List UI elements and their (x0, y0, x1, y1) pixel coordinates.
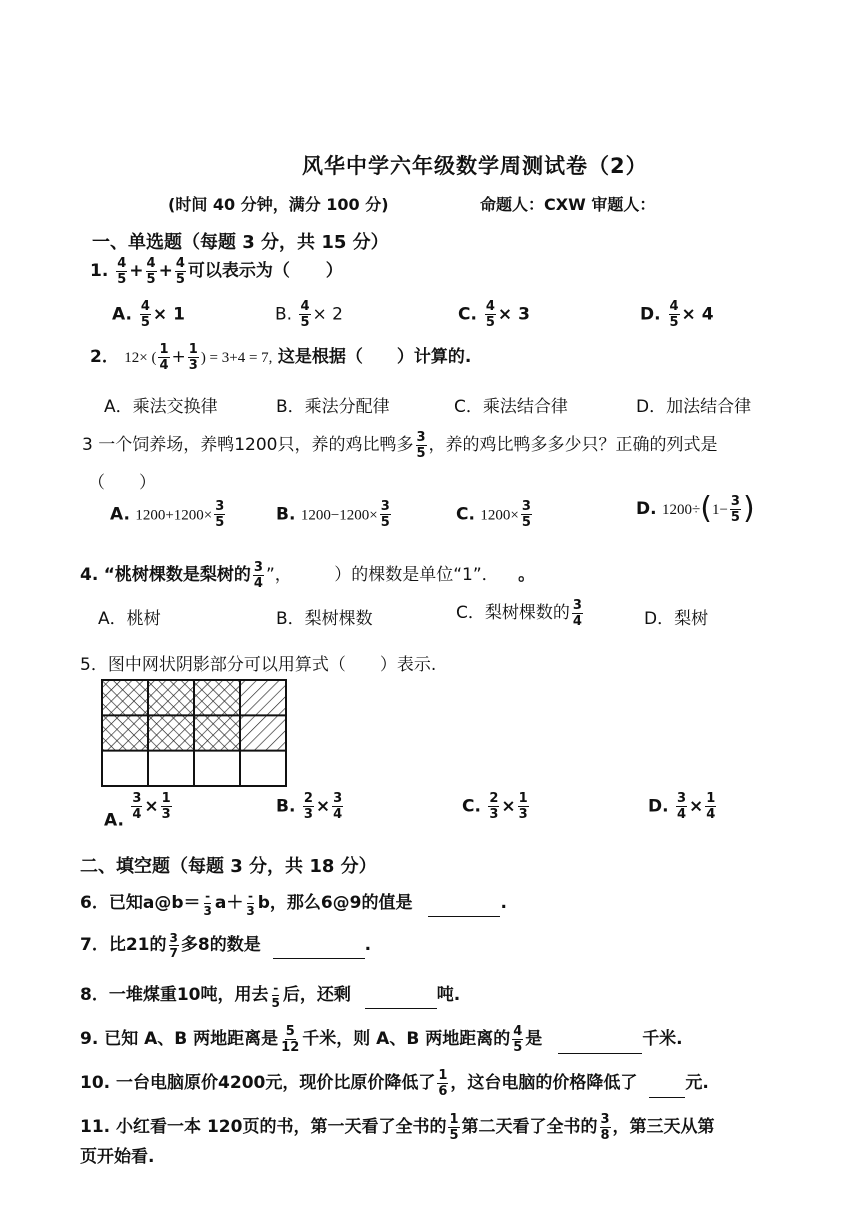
q7-number: 7． (80, 935, 109, 955)
grid-cell-shaded (240, 715, 286, 750)
question-8 (80, 980, 460, 1009)
option-letter: A. (104, 810, 124, 831)
q8-number: 8． (80, 985, 109, 1005)
question-5 (80, 650, 436, 675)
q10-text-tail: ，这台电脑的价格降低了 (450, 1073, 638, 1093)
frac-den: 3 (188, 357, 198, 373)
times-sign: × (144, 796, 159, 817)
frac-den: 12 (281, 1039, 300, 1055)
frac-den: 5 (730, 509, 740, 525)
grid-cell-shaded (148, 715, 194, 750)
frac-den: 7 (169, 945, 178, 960)
q5-option-b (276, 792, 345, 821)
q4-text: “桃树棵数是梨树的 (103, 565, 251, 585)
q7-answer-blank[interactable] (273, 942, 365, 959)
plus-sign: + (171, 347, 186, 367)
question-9 (80, 1024, 683, 1054)
q9-text-tail: 是 (525, 1029, 543, 1049)
frac-num: 4 (485, 299, 495, 314)
option-expr-inner: 1− (711, 502, 728, 518)
open-paren: ( (700, 491, 712, 526)
reviewer-label: 审题人： (591, 195, 656, 214)
frac-num: 3 (521, 499, 531, 514)
q10-number: 10. (80, 1073, 111, 1093)
frac-num: 3 (600, 1111, 610, 1127)
q2-option-c: C．乘法结合律 (454, 397, 568, 417)
q3-number: 3 (82, 435, 93, 455)
frac-num: 3 (572, 597, 582, 613)
frac-num: 3 (169, 930, 178, 945)
frac-den: 3 (489, 807, 499, 822)
frac-den: 5 (380, 515, 390, 530)
frac-num: 1 (449, 1111, 459, 1127)
q5-number: 5． (80, 655, 108, 675)
frac-num: - (205, 888, 211, 903)
q2-option-a: A．乘法交换律 (104, 397, 218, 417)
q1-plus: + (129, 261, 144, 281)
frac-num: - (248, 888, 253, 903)
q4-stray-mark: 。 (518, 565, 536, 585)
question-3 (82, 430, 718, 460)
grid-cell-shaded (194, 715, 240, 750)
frac-num: 2 (489, 791, 499, 806)
q10-answer-blank[interactable] (649, 1081, 685, 1098)
section-2-title: 二、填空题（每题 3 分，共 18 分） (80, 856, 377, 877)
frac-den: 5 (215, 515, 225, 530)
q10-end: 元. (685, 1073, 709, 1093)
frac-den: 5 (416, 445, 426, 461)
q2-number: 2． (90, 347, 119, 367)
option-expr: 1200÷ (661, 502, 701, 518)
q6-number: 6． (80, 893, 109, 913)
frac-den: 3 (303, 807, 313, 822)
q7-end: . (364, 935, 372, 955)
q9-text: 已知 A、B 两地距离是 (104, 1029, 279, 1049)
frac-num: 3 (380, 499, 390, 514)
q5-option-a (104, 792, 174, 831)
q6-end: . (500, 893, 507, 913)
grid-cell-shaded (148, 680, 194, 715)
option-letter: A. (110, 504, 130, 525)
frac-num: 3 (676, 791, 687, 806)
frac-num: 3 (416, 429, 426, 445)
q4-option-d: D．梨树 (644, 609, 709, 629)
frac-num: 5 (285, 1023, 295, 1039)
q4-option-a: A．桃树 (98, 609, 161, 629)
page-title: 风华中学六年级数学周测试卷（2） (302, 154, 648, 178)
question-1 (90, 256, 343, 286)
q10-text: 一台电脑原价4200元，现价比原价降低了 (116, 1073, 436, 1093)
option-letter: C. (456, 504, 475, 525)
q1-frac-den: 5 (146, 271, 156, 287)
grid-cell-shaded (194, 680, 240, 715)
q4-number: 4. (80, 565, 99, 585)
frac-num: 4 (300, 299, 310, 314)
q9-text-mid: 千米，则 A、B 两地距离的 (302, 1029, 511, 1049)
frac-den: 4 (253, 575, 263, 591)
frac-den: 4 (706, 807, 716, 822)
q7-text-tail: 多8的数是 (180, 935, 261, 955)
q1-plus: + (158, 261, 173, 281)
q1-close-paren: ） (325, 261, 343, 281)
q11-text-tail: ，第三天从第 (612, 1117, 715, 1137)
q3-option-a (110, 500, 227, 529)
option-letter: C. (462, 796, 481, 817)
q3-option-b (276, 500, 393, 529)
section-1-title: 一、单选题（每题 3 分，共 15 分） (92, 232, 389, 253)
frac-den: 5 (521, 515, 531, 530)
q1-text: 可以表示为（ (187, 261, 290, 281)
q6-answer-blank[interactable] (428, 900, 500, 917)
q5-text: 图中网状阴影部分可以用算式（ ）表示. (107, 655, 437, 675)
q1-frac-num: 4 (146, 255, 156, 271)
q2-option-d: D．加法结合律 (636, 397, 752, 417)
q11-line-2: 页开始看. (80, 1147, 155, 1167)
frac-num: 1 (159, 341, 169, 357)
q1-frac-den: 5 (117, 271, 127, 287)
frac-num: 3 (333, 791, 343, 806)
option-letter: A. (112, 304, 132, 325)
frac-den: 5 (271, 995, 280, 1010)
q2-expr-pre: 12× ( (124, 350, 157, 366)
q3-text: 一个饲养场，养鸭1200只，养的鸡比鸭多 (98, 435, 414, 455)
q2-text: 这是根据（ ）计算的. (277, 347, 472, 367)
q4-option-b: B．梨树棵数 (276, 609, 373, 629)
q8-end: 吨. (436, 985, 461, 1005)
q1-option-c (458, 300, 530, 329)
close-paren: ) (742, 491, 755, 526)
q8-answer-blank[interactable] (365, 992, 437, 1009)
frac-den: 4 (159, 357, 169, 373)
frac-num: 3 (253, 559, 263, 575)
frac-den: 3 (161, 807, 171, 822)
times-sign: × (501, 796, 516, 817)
frac-den: 4 (333, 807, 343, 822)
q6-text: 已知a@b＝ (108, 893, 201, 913)
frac-num: 2 (303, 791, 313, 806)
option-letter: D. (636, 499, 657, 519)
frac-den: 8 (600, 1127, 610, 1143)
frac-num: 4 (140, 299, 150, 314)
frac-den: 5 (300, 315, 310, 330)
option-letter: B. (276, 504, 296, 525)
q1-option-b (275, 300, 343, 329)
question-11 (80, 1112, 715, 1142)
frac-num: 3 (730, 493, 740, 509)
author-info (480, 192, 655, 215)
frac-num: 4 (513, 1023, 523, 1039)
option-expr: × 4 (681, 304, 714, 325)
frac-den: 5 (513, 1039, 523, 1055)
option-letter: B. (275, 304, 293, 325)
grid-cell-shaded (102, 680, 148, 715)
frac-num: - (273, 980, 279, 995)
q11-text: 小红看一本 120页的书，第一天看了全书的 (116, 1117, 447, 1137)
option-letter: D. (640, 304, 661, 325)
author-label: 命题人： (480, 195, 545, 214)
question-6 (80, 888, 507, 917)
option-expr: 1200−1200× (300, 507, 378, 524)
option-expr: × 1 (152, 304, 185, 325)
q5-grid-figure (100, 678, 288, 788)
frac-num: 1 (161, 791, 171, 806)
option-text: C．梨树棵数的 (456, 603, 570, 623)
question-10 (80, 1068, 709, 1098)
q9-answer-blank[interactable] (558, 1037, 642, 1054)
q11-text-mid: 第二天看了全书的 (461, 1117, 598, 1137)
q6-text-b: b，那么6@9的值是 (257, 893, 413, 913)
q8-text: 一堆煤重10吨，用去 (108, 985, 269, 1005)
frac-num: 3 (132, 791, 142, 806)
q1-number: 1. (90, 261, 109, 281)
frac-num: 3 (215, 499, 225, 514)
q3-option-c (456, 500, 534, 529)
q3-text-tail: ，养的鸡比鸭多多少只？正确的列式是 (428, 435, 718, 455)
option-letter: D. (648, 796, 669, 817)
frac-den: 5 (485, 315, 495, 330)
frac-den: 3 (518, 807, 528, 822)
frac-num: 1 (438, 1067, 448, 1083)
grid-cell-shaded (240, 680, 286, 715)
q9-end: 千米. (642, 1029, 683, 1049)
time-score-info: (时间 40 分钟，满分 100 分) (168, 195, 389, 214)
frac-num: 4 (669, 299, 679, 314)
q8-text-tail: 后，还剩 (282, 985, 351, 1005)
q3-option-d (636, 491, 755, 526)
frac-den: 5 (449, 1127, 459, 1143)
option-letter: C. (458, 304, 477, 325)
frac-den: 4 (572, 613, 582, 629)
frac-den: 5 (140, 315, 150, 330)
q4-text-tail: ”， ）的棵数是单位“1”． (265, 565, 499, 585)
option-expr: × 2 (312, 304, 343, 325)
frac-num: 1 (518, 791, 528, 806)
q1-option-a (112, 300, 185, 329)
frac-den: 3 (203, 903, 212, 918)
q5-option-c (462, 792, 531, 821)
option-expr: × 3 (497, 304, 530, 325)
q9-number: 9. (80, 1029, 99, 1049)
question-4 (80, 560, 535, 590)
q1-option-d (640, 300, 714, 329)
q1-frac-num: 4 (175, 255, 185, 271)
q6-text-a: a＋ (214, 893, 244, 913)
frac-den: 4 (132, 807, 142, 822)
frac-den: 4 (676, 807, 687, 822)
frac-num: 1 (706, 791, 716, 806)
frac-den: 5 (669, 315, 679, 330)
frac-den: 6 (438, 1083, 448, 1099)
question-2 (90, 342, 471, 372)
author-name: CXW (544, 195, 586, 214)
q2-expr-mid: ) = 3+4 = 7, (200, 350, 273, 366)
question-7 (80, 930, 371, 959)
grid-cell-shaded (102, 715, 148, 750)
option-letter: B. (276, 796, 296, 817)
q11-number: 11. (80, 1117, 111, 1137)
q3-answer-paren: （ ） (88, 473, 156, 493)
q5-option-d (648, 792, 718, 821)
frac-den: 3 (246, 903, 255, 918)
q1-frac-num: 4 (117, 255, 127, 271)
q1-frac-den: 5 (175, 271, 185, 287)
option-expr: 1200+1200× (135, 507, 213, 524)
frac-num: 1 (188, 341, 198, 357)
q2-option-b: B．乘法分配律 (276, 397, 390, 417)
q4-option-c (456, 598, 585, 628)
q7-text: 比21的 (108, 935, 167, 955)
times-sign: × (689, 796, 704, 817)
times-sign: × (315, 796, 331, 817)
option-expr: 1200× (480, 507, 519, 524)
